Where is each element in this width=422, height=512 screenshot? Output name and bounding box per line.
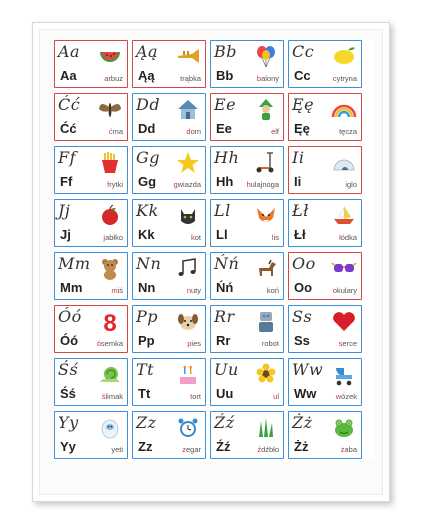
highlighted-initial: c — [332, 74, 337, 83]
example-word — [103, 233, 123, 242]
word-rest: kulary — [336, 286, 357, 295]
print-letter: Ww — [294, 386, 317, 401]
example-word — [339, 127, 357, 136]
moth-icon — [97, 97, 123, 121]
example-word — [107, 180, 123, 189]
scooter-icon — [253, 150, 279, 174]
cursive-letter: Ćć — [58, 95, 81, 114]
heart-icon — [331, 309, 357, 333]
print-letter: Ss — [294, 333, 310, 348]
word-rest: lf — [275, 127, 279, 136]
letter-card — [132, 358, 206, 406]
print-letter: Ńń — [216, 280, 234, 295]
example-word — [111, 445, 123, 454]
cake-icon — [175, 362, 201, 386]
print-letter: Ąą — [138, 68, 155, 83]
word-rest: abłko — [105, 233, 123, 242]
example-word — [345, 180, 357, 189]
print-letter: Źź — [216, 439, 231, 454]
highlighted-initial: t — [190, 392, 193, 401]
word-rest: is — [273, 233, 279, 242]
word-rest: limak — [105, 392, 123, 401]
example-word — [102, 392, 123, 401]
letter-card — [210, 40, 284, 88]
highlighted-initial: b — [256, 74, 262, 83]
print-letter: Ii — [294, 174, 302, 189]
letter-card — [210, 199, 284, 247]
print-letter: Hh — [216, 174, 234, 189]
letter-card — [210, 93, 284, 141]
letter-card — [210, 252, 284, 300]
word-rest: l — [277, 392, 279, 401]
number-eight-icon — [97, 309, 123, 333]
balloons-icon — [253, 44, 279, 68]
cursive-letter: Ąą — [136, 42, 159, 61]
example-word — [339, 233, 357, 242]
cursive-letter: Dd — [136, 95, 161, 114]
word-rest: egar — [185, 445, 201, 454]
highlighted-initial: ż — [340, 445, 345, 454]
print-letter: Bb — [216, 68, 234, 83]
lemon-icon — [331, 44, 357, 68]
print-letter: Mm — [60, 280, 83, 295]
letter-card — [210, 358, 284, 406]
example-word — [109, 127, 123, 136]
highlighted-initial: p — [187, 339, 192, 348]
frog-icon — [331, 415, 357, 439]
example-word — [336, 392, 357, 401]
highlighted-initial: a — [104, 74, 109, 83]
print-letter: Aa — [60, 68, 77, 83]
cursive-letter: Ss — [292, 307, 313, 326]
example-word — [182, 445, 201, 454]
star-icon — [175, 150, 201, 174]
svg-text:8: 8 — [103, 310, 117, 333]
highlighted-initial: ó — [96, 339, 101, 348]
word-rest: iś — [117, 286, 123, 295]
igloo-icon — [331, 150, 357, 174]
letter-card — [132, 146, 206, 194]
highlighted-initial: d — [186, 127, 191, 136]
fries-icon — [97, 150, 123, 174]
print-letter: Śś — [60, 386, 76, 401]
letter-card — [210, 146, 284, 194]
cursive-letter: Oo — [292, 254, 316, 273]
sunglasses-icon — [331, 256, 357, 280]
cursive-letter: Ęę — [292, 95, 315, 114]
print-letter: Ll — [216, 227, 228, 242]
elf-icon — [253, 97, 279, 121]
highlighted-initial: r — [261, 339, 265, 348]
example-word — [190, 392, 201, 401]
letter-card — [132, 199, 206, 247]
letter-card — [132, 93, 206, 141]
stroller-icon — [331, 362, 357, 386]
letter-card — [132, 411, 206, 459]
snail-icon — [97, 362, 123, 386]
cursive-letter: Tt — [136, 360, 155, 379]
cursive-letter: Kk — [136, 201, 159, 220]
print-letter: Óó — [60, 333, 79, 348]
cursive-letter: Gg — [136, 148, 161, 167]
cursive-letter: Uu — [214, 360, 239, 379]
print-letter: Gg — [138, 174, 157, 189]
highlighted-initial: ć — [108, 127, 113, 136]
beehive-icon — [253, 362, 279, 386]
example-word — [262, 339, 279, 348]
word-rest: rbuz — [108, 74, 123, 83]
highlighted-initial: k — [190, 233, 195, 242]
cursive-letter: Łł — [292, 201, 309, 220]
word-rest: obot — [264, 339, 279, 348]
cursive-letter: Ee — [214, 95, 237, 114]
highlighted-initial: ł — [339, 233, 341, 242]
highlighted-initial: n — [186, 286, 191, 295]
cursive-letter: Nn — [136, 254, 162, 273]
highlighted-initial: j — [103, 233, 106, 242]
cursive-letter: Cc — [292, 42, 315, 61]
word-rest: ódka — [340, 233, 357, 242]
letter-card — [54, 93, 128, 141]
word-rest: tęcza — [339, 127, 357, 136]
example-word — [173, 180, 201, 189]
highlighted-initial: g — [173, 180, 178, 189]
cursive-letter: Ńń — [214, 254, 240, 273]
example-word — [111, 286, 123, 295]
dog-icon — [175, 309, 201, 333]
highlighted-initial: e — [271, 127, 276, 136]
yeti-icon — [97, 415, 123, 439]
example-word — [267, 286, 279, 295]
letter-card — [54, 411, 128, 459]
horse-icon — [253, 256, 279, 280]
example-word — [104, 74, 123, 83]
cursive-letter: Bb — [214, 42, 237, 61]
word-rest: rytki — [109, 180, 123, 189]
word-rest: ort — [192, 392, 201, 401]
word-rest: wiazda — [177, 180, 201, 189]
cursive-letter: Źź — [214, 413, 235, 432]
cursive-letter: Ww — [292, 360, 324, 379]
word-rest: trąbka — [180, 74, 201, 83]
highlighted-initial: ź — [257, 445, 262, 454]
print-letter: Dd — [138, 121, 156, 136]
example-word — [97, 339, 123, 348]
word-rest: dźbło — [261, 445, 279, 454]
example-word — [257, 74, 279, 83]
example-word — [180, 74, 201, 83]
highlighted-initial: l — [271, 233, 274, 242]
print-letter: Cc — [294, 68, 311, 83]
cursive-letter: Yy — [58, 413, 79, 432]
print-letter: Yy — [60, 439, 76, 454]
letter-card — [288, 40, 362, 88]
highlighted-initial: i — [345, 180, 347, 189]
word-rest: ózek — [341, 392, 357, 401]
letter-card — [288, 93, 362, 141]
word-rest: erce — [342, 339, 357, 348]
example-word — [257, 445, 279, 454]
print-letter: Ff — [60, 174, 73, 189]
letter-card — [54, 146, 128, 194]
highlighted-initial: s — [338, 339, 343, 348]
cursive-letter: Zz — [136, 413, 157, 432]
rainbow-icon — [331, 97, 357, 121]
highlighted-initial: u — [273, 392, 278, 401]
print-letter: Ęę — [294, 121, 310, 136]
word-rest: ytryna — [336, 74, 357, 83]
letter-card — [210, 411, 284, 459]
print-letter: Tt — [138, 386, 151, 401]
print-letter: Oo — [294, 280, 313, 295]
letter-card — [288, 305, 362, 353]
cursive-letter: Jj — [58, 201, 71, 220]
trumpet-icon — [175, 44, 201, 68]
watermelon-icon — [97, 44, 123, 68]
word-rest: aba — [344, 445, 357, 454]
word-rest: alony — [261, 74, 279, 83]
word-rest: ies — [191, 339, 201, 348]
highlighted-initial: f — [107, 180, 110, 189]
example-word — [273, 392, 279, 401]
cat-icon — [175, 203, 201, 227]
example-word — [341, 445, 357, 454]
highlighted-initial: w — [335, 392, 342, 401]
highlighted-initial: m — [111, 286, 118, 295]
teddy-bear-icon — [97, 256, 123, 280]
word-rest: semka — [100, 339, 123, 348]
print-letter: Rr — [216, 333, 231, 348]
letter-card — [210, 305, 284, 353]
letter-card — [54, 252, 128, 300]
cursive-letter: Óó — [58, 307, 82, 326]
apple-icon — [97, 203, 123, 227]
example-word — [333, 74, 357, 83]
cursive-letter: Ii — [292, 148, 305, 167]
print-letter: Uu — [216, 386, 234, 401]
letter-card — [132, 40, 206, 88]
grass-icon — [253, 415, 279, 439]
letter-card — [288, 146, 362, 194]
fox-icon — [253, 203, 279, 227]
letter-card — [288, 199, 362, 247]
example-word — [271, 127, 279, 136]
letter-card — [54, 199, 128, 247]
letter-card — [54, 305, 128, 353]
cursive-letter: Rr — [214, 307, 235, 326]
highlighted-initial: ś — [101, 392, 106, 401]
letter-card — [288, 252, 362, 300]
letter-card — [288, 411, 362, 459]
highlighted-initial: o — [332, 286, 337, 295]
print-letter: Nn — [138, 280, 156, 295]
print-letter: Zz — [138, 439, 153, 454]
boat-icon — [331, 203, 357, 227]
word-rest: ma — [112, 127, 123, 136]
cursive-letter: Ff — [58, 148, 77, 167]
letter-card — [54, 40, 128, 88]
cursive-letter: Aa — [58, 42, 81, 61]
example-word — [191, 233, 201, 242]
cursive-letter: Śś — [58, 360, 79, 379]
print-letter: Ee — [216, 121, 232, 136]
letter-card — [132, 305, 206, 353]
print-letter: Pp — [138, 333, 155, 348]
example-word — [339, 339, 357, 348]
example-word — [333, 286, 357, 295]
cursive-letter: Mm — [58, 254, 91, 273]
example-word — [187, 339, 201, 348]
house-icon — [175, 97, 201, 121]
cursive-letter: Żż — [292, 413, 313, 432]
example-word — [272, 233, 279, 242]
print-letter: Ćć — [60, 121, 77, 136]
example-word — [186, 127, 201, 136]
word-rest: glo — [346, 180, 357, 189]
music-notes-icon — [175, 256, 201, 280]
example-word — [246, 180, 279, 189]
word-rest: uty — [190, 286, 201, 295]
print-letter: Kk — [138, 227, 155, 242]
cursive-letter: Pp — [136, 307, 159, 326]
cursive-letter: Hh — [214, 148, 240, 167]
print-letter: Żż — [294, 439, 309, 454]
robot-icon — [253, 309, 279, 333]
print-letter: Łł — [294, 227, 306, 242]
letter-card — [132, 252, 206, 300]
highlighted-initial: z — [182, 445, 186, 454]
alphabet-poster — [54, 40, 374, 460]
word-rest: koń — [266, 286, 279, 295]
example-word — [187, 286, 201, 295]
letter-card — [288, 358, 362, 406]
alarm-clock-icon — [175, 415, 201, 439]
word-rest: yeti — [111, 445, 123, 454]
word-rest: om — [190, 127, 201, 136]
print-letter: Jj — [60, 227, 71, 242]
word-rest: ulajnoga — [250, 180, 279, 189]
letter-card — [54, 358, 128, 406]
highlighted-initial: h — [246, 180, 251, 189]
cursive-letter: Ll — [214, 201, 231, 220]
word-rest: ot — [194, 233, 201, 242]
